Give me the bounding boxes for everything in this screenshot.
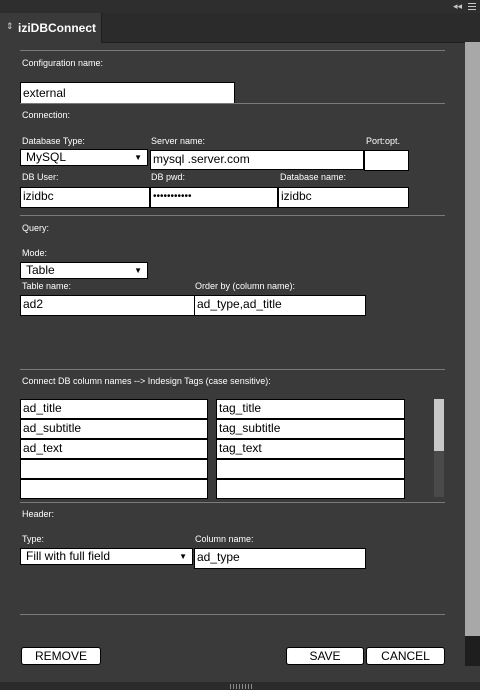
connection-label: Connection:	[22, 110, 71, 120]
column-name-input[interactable]: ad_type	[194, 548, 366, 569]
resize-grip-icon[interactable]	[230, 684, 254, 689]
db-user-label: DB User:	[22, 172, 59, 182]
section-divider	[20, 369, 445, 370]
mode-value: Table	[26, 263, 55, 277]
section-divider	[20, 103, 445, 104]
db-column-input[interactable]	[20, 459, 208, 479]
header-type-select[interactable]	[20, 548, 193, 565]
panel-scrollbar-thumb[interactable]	[465, 42, 480, 636]
section-divider	[20, 502, 445, 503]
server-name-input[interactable]: mysql .server.com	[150, 150, 364, 170]
section-divider	[20, 614, 445, 615]
db-type-label: Database Type:	[22, 136, 85, 146]
db-name-label: Database name:	[280, 172, 347, 182]
column-name-label: Column name:	[195, 534, 254, 544]
dropdown-arrow-icon: ▼	[179, 552, 187, 561]
indesign-tag-input[interactable]	[216, 459, 405, 479]
dropdown-arrow-icon: ▼	[134, 153, 142, 162]
panel-menu-icon[interactable]	[468, 3, 476, 10]
panel-top-bar	[0, 0, 480, 13]
db-type-select[interactable]	[20, 149, 148, 166]
chevron-updown-icon[interactable]: ⇕	[6, 21, 14, 31]
db-column-input[interactable]	[20, 479, 208, 499]
panel-tab-title: iziDBConnect	[18, 21, 96, 35]
header-type-value: Fill with full field	[26, 549, 111, 563]
db-user-input[interactable]: izidbc	[20, 187, 150, 208]
port-label: Port:opt.	[366, 136, 401, 146]
mapping-label: Connect DB column names --> Indesign Tags (case sensitive):	[22, 376, 271, 386]
config-name-label: Configuration name:	[22, 58, 104, 68]
db-pwd-input[interactable]: •••••••••••	[150, 187, 278, 208]
config-name-input[interactable]: external	[20, 82, 235, 104]
collapse-panel-icon[interactable]: ◂◂	[452, 1, 462, 11]
mode-label: Mode:	[22, 248, 48, 258]
panel-scrollbar-end	[465, 636, 480, 666]
remove-button[interactable]: REMOVE	[21, 647, 101, 665]
db-pwd-label: DB pwd:	[151, 172, 186, 182]
port-input[interactable]	[364, 150, 409, 171]
order-by-input[interactable]: ad_type,ad_title	[194, 295, 366, 316]
indesign-tag-input[interactable]: tag_title	[216, 399, 405, 419]
cancel-button[interactable]: CANCEL	[366, 647, 445, 665]
save-button[interactable]: SAVE	[286, 647, 364, 665]
indesign-tag-input[interactable]	[216, 479, 405, 499]
mapping-scrollbar-thumb[interactable]	[434, 399, 444, 451]
indesign-tag-input[interactable]: tag_subtitle	[216, 419, 405, 439]
db-name-input[interactable]: izidbc	[278, 187, 409, 208]
dropdown-arrow-icon: ▼	[134, 266, 142, 275]
mode-select[interactable]	[20, 262, 148, 279]
table-name-input[interactable]: ad2	[20, 295, 195, 316]
server-name-label: Server name:	[151, 136, 206, 146]
section-divider	[20, 50, 445, 51]
order-by-label: Order by (column name):	[195, 281, 296, 291]
section-divider	[20, 215, 445, 216]
db-column-input[interactable]: ad_text	[20, 439, 208, 459]
header-label: Header:	[22, 509, 55, 519]
indesign-tag-input[interactable]: tag_text	[216, 439, 405, 459]
header-type-label: Type:	[22, 534, 45, 544]
db-type-value: MySQL	[26, 150, 67, 164]
db-column-input[interactable]: ad_title	[20, 399, 208, 419]
table-name-label: Table name:	[22, 281, 72, 291]
db-column-input[interactable]: ad_subtitle	[20, 419, 208, 439]
query-label: Query:	[22, 223, 50, 233]
